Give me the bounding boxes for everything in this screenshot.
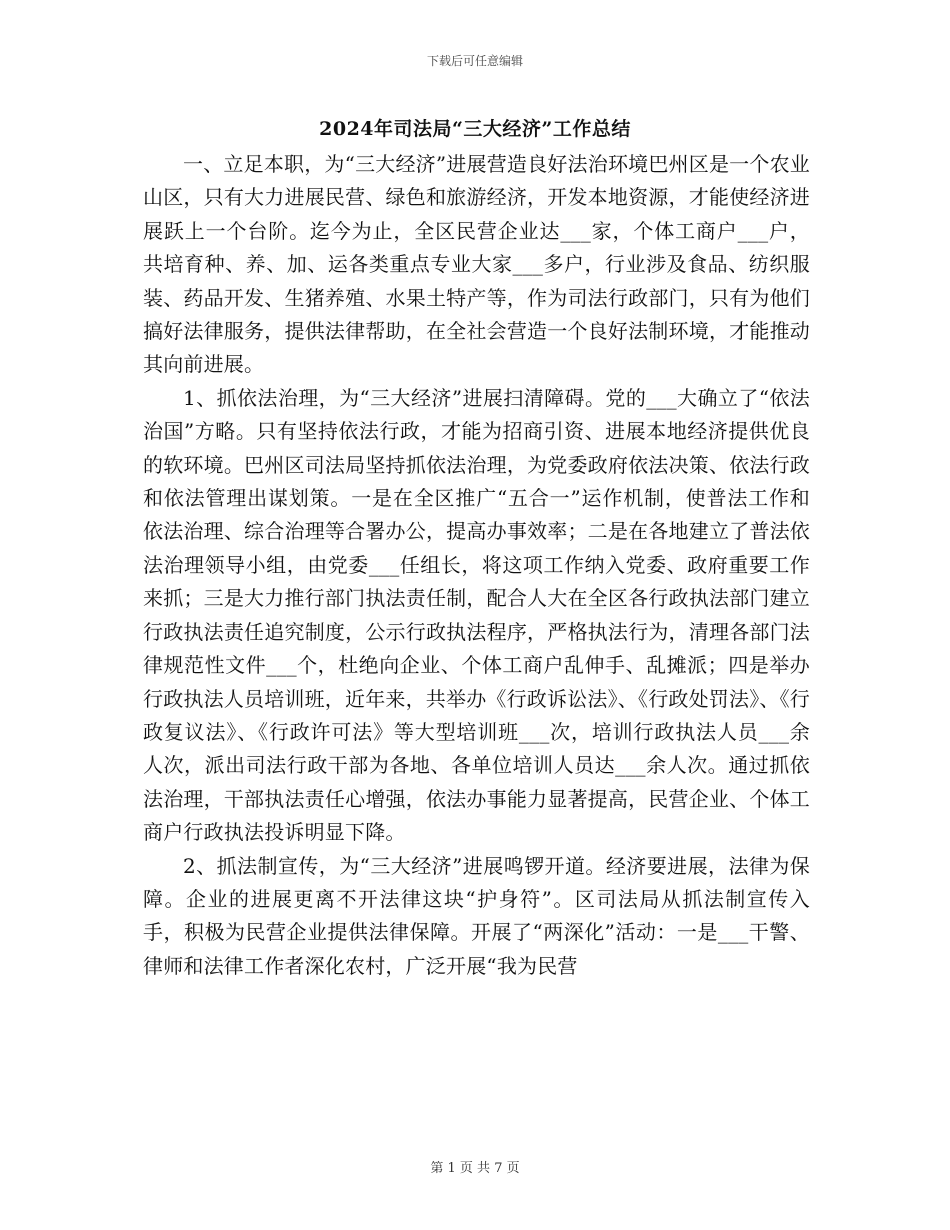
document-title: 2024年司法局“三大经济”工作总结: [319, 118, 631, 140]
page-number: 第 1 页 共 7 页: [430, 1161, 520, 1176]
header-note: 下载后可任意编辑: [426, 54, 523, 68]
paragraph-legal-publicity: 2、抓法制宣传，为“三大经济”进展鸣锣开道。经济要进展，法律为保障。企业的进展更离不开法律这块“护身符”。区司法局从抓法制宣传入手，积极为民营企业提供法律保障。开展了“两深化”活动：一是___干警、律师和法律工作者深化农村，广泛开展“我为民营: [143, 853, 810, 978]
document-body: [143, 148, 810, 983]
paragraph-intro: 一、立足本职，为“三大经济”进展营造良好法治环境巴州区是一个农业山区，只有大力进展民营、绿色和旅游经济，开发本地资源，才能使经济进展跃上一个台阶。迄今为止，全区民营企业达___家，个体工商户___户，共培育种、养、加、运各类重点专业大家___多户，行业涉及食品、纺织服装、药品开发、生猪养殖、水果土特产等，作为司法行政部门，只有为他们搞好法律服务，提供法律帮助，在全社会营造一个良好法制环境，才能推动其向前进展。: [143, 152, 810, 377]
paragraph-rule-of-law: 1、抓依法治理，为“三大经济”进展扫清障碍。党的___大确立了“依法治国”方略。只有坚持依法行政，才能为招商引资、进展本地经济提供优良的软环境。巴州区司法局坚持抓依法治理，为党委政府依法决策、依法行政和依法管理出谋划策。一是在全区推广“五合一”运作机制，使普法工作和依法治理、综合治理等合署办公，提高办事效率；二是在各地建立了普法依法治理领导小组，由党委___任组长，将这项工作纳入党委、政府重要工作来抓；三是大力推行部门执法责任制，配合人大在全区各行政执法部门建立行政执法责任追究制度，公示行政执法程序，严格执法行为，清理各部门法律规范性文件___个，杜绝向企业、个体工商户乱伸手、乱摊派；四是举办行政执法人员培训班，近年来，共举办《行政诉讼法》、《行政处罚法》、《行政复议法》、《行政许可法》等大型培训班___次，培训行政执法人员___余人次，派出司法行政干部为各地、各单位培训人员达___余人次。通过抓依法治理，干部执法责任心增强，依法办事能力显著提高，民营企业、个体工商户行政执法投诉明显下降。: [143, 385, 810, 845]
